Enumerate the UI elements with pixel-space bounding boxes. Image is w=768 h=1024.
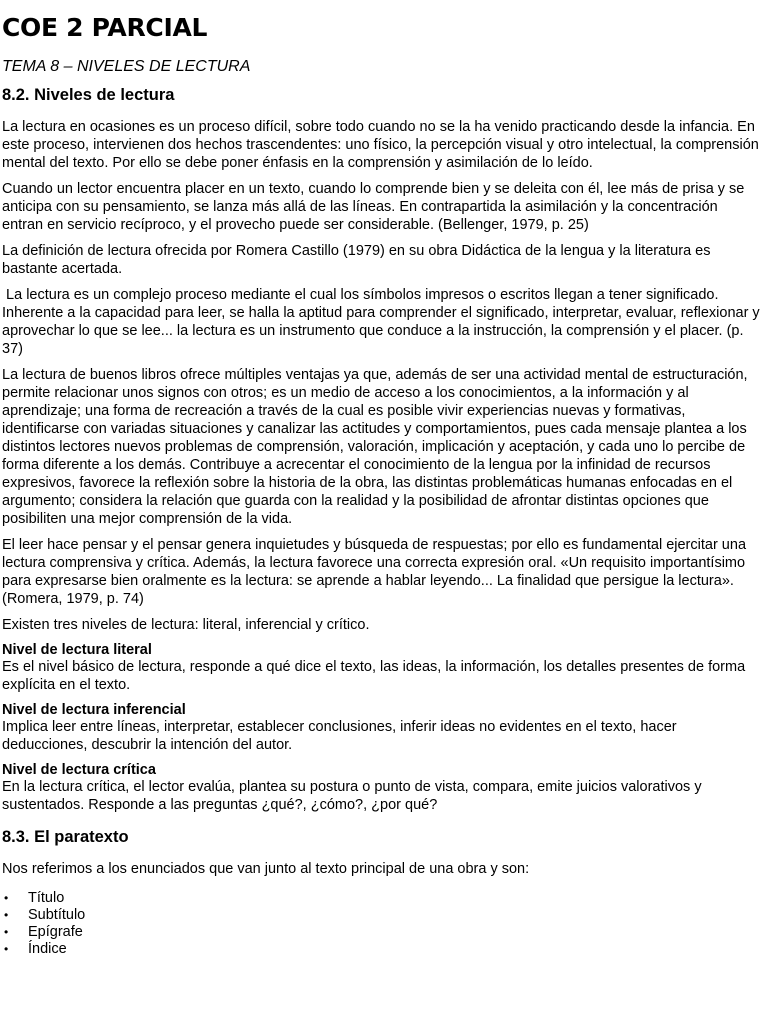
paratexto-list <box>2 890 762 958</box>
paragraph: Existen tres niveles de lectura: literal, inferencial y crítico. <box>2 617 370 633</box>
level-critica <box>2 762 762 814</box>
level-title: Nivel de lectura crítica <box>2 762 156 778</box>
level-title: Nivel de lectura inferencial <box>2 702 186 718</box>
paragraph: La definición de lectura ofrecida por Romera Castillo (1979) en su obra Didáctica de la lengua y la literatura es bastante acertada. <box>2 243 711 277</box>
document-subtitle: TEMA 8 – NIVELES DE LECTURA <box>2 58 251 75</box>
level-literal <box>2 642 762 694</box>
quote-paragraph: La lectura es un complejo proceso mediante el cual los símbolos impresos o escritos llegan a tener significado. Inherente a la capacidad para leer, se halla la aptitud para comprender el significado, interpretar, evaluar, reflexionar y aprovechar lo que se lee... la lectura es un instrumento que conduce a la instrucción, la comprensión y el placer. (p. 37) <box>2 287 764 357</box>
level-description: En la lectura crítica, el lector evalúa, plantea su postura o punto de vista, compara, emite juicios valorativos y sustentados. Responde a las preguntas ¿qué?, ¿cómo?, ¿por qué? <box>2 779 702 813</box>
level-title: Nivel de lectura literal <box>2 642 152 658</box>
level-description: Es el nivel básico de lectura, responde a qué dice el texto, las ideas, la información, los detalles presentes de forma explícita en el texto. <box>2 659 746 693</box>
document-page <box>2 0 762 958</box>
level-description: Implica leer entre líneas, interpretar, establecer conclusiones, inferir ideas no evidentes en el texto, hacer deducciones, descubrir la intención del autor. <box>2 719 677 753</box>
paragraph: El leer hace pensar y el pensar genera inquietudes y búsqueda de respuestas; por ello es fundamental ejercitar una lectura comprensiva y crítica. Además, la lectura favorece una correcta expresión oral. «Un requisito importantísimo para expresarse bien oralmente es la lectura: se aprende a hablar leyendo... La finalidad que persigue la lectura». (Romera, 1979, p. 74) <box>2 537 747 607</box>
level-inferencial <box>2 702 762 754</box>
paragraph: Cuando un lector encuentra placer en un texto, cuando lo comprende bien y se deleita con él, lee más de prisa y se anticipa con su pensamiento, se lanza más allá de las líneas. En contrapartida la asimilación y la concentración entran en servicio recíproco, y el provecho puede ser considerable. (Bellenger, 1979, p. 25) <box>2 181 745 233</box>
list-item: • Índice <box>2 941 762 958</box>
list-item: • Subtítulo <box>2 907 762 924</box>
list-item: • Título <box>2 890 762 907</box>
section-heading-niveles: 8.2. Niveles de lectura <box>2 86 175 104</box>
paragraph: La lectura de buenos libros ofrece múltiples ventajas ya que, además de ser una actividad mental de estructuración, permite relacionar unos signos con otros; es un medio de acceso a los conocimientos, a la información y al aprendizaje; una forma de recreación a través de la cual es posible vivir experiencias nuevas y formativas, identificarse con variadas situaciones y canalizar las actitudes y comportamientos, pues cada mensaje plantea a los distintos lectores nuevos problemas de comprensión, valoración, implicación y aceptación, y cada uno lo percibe de forma diferente a los demás. Contribuye a acrecentar el conocimiento de la lengua por la infinidad de recursos expresivos, favorece la reflexión sobre la historia de la obra, las distintas problemáticas humanas enfocadas en el argumento; considera la relación que guarda con la realidad y la posibilidad de afrontar distintas opciones que posibiliten una mejor comprensión de la vida. <box>2 367 748 527</box>
document-title: COE 2 PARCIAL <box>2 13 208 42</box>
section-heading-paratexto: 8.3. El paratexto <box>2 828 129 846</box>
paragraph: Nos referimos a los enunciados que van junto al texto principal de una obra y son: <box>2 861 530 877</box>
list-item: • Epígrafe <box>2 924 762 941</box>
paragraph: La lectura en ocasiones es un proceso difícil, sobre todo cuando no se la ha venido practicando desde la infancia. En este proceso, intervienen dos hechos trascendentes: uno físico, la percepción visual y otro intelectual, la comprensión mental del texto. Por ello se debe poner énfasis en la comprensión y asimilación de lo leído. <box>2 119 759 171</box>
